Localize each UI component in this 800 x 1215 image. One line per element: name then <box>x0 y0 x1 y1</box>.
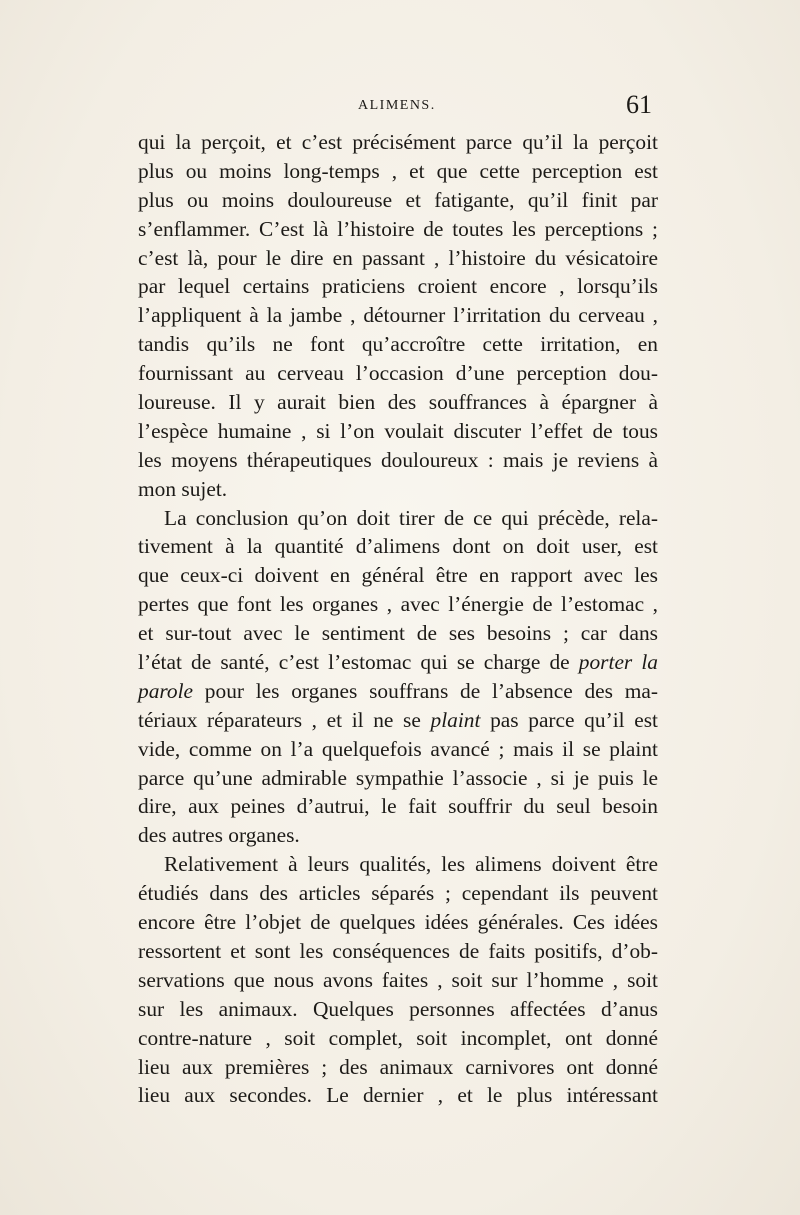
text-line: l’appliquent à la jambe , détourner l’irritation du cerveau , <box>138 303 658 328</box>
text-line: dire, aux peines d’autrui, le fait souffrir du seul besoin <box>138 794 658 819</box>
text-line: c’est là, pour le dire en passant , l’histoire du vésicatoire <box>138 245 658 270</box>
text-line: servations que nous avons faites , soit sur l’homme , soit <box>138 967 658 992</box>
text-segment: pour les organes souffrans de l’absence des ma- <box>204 678 658 703</box>
text-line: fournissant au cerveau l’occasion d’une perception dou- <box>138 361 658 386</box>
page-number: 61 <box>626 90 652 119</box>
text-line: contre-nature , soit complet, soit incomplet, ont donné <box>138 1025 658 1050</box>
text-line: La conclusion qu’on doit tirer de ce qui précède, rela- <box>164 505 658 530</box>
text-line <box>138 706 658 735</box>
text-line: l’espèce humaine , si l’on voulait discuter l’effet de tous <box>138 418 658 443</box>
text-line: et sur-tout avec le sentiment de ses besoins ; car dans <box>138 621 658 646</box>
text-line: tivement à la quantité d’alimens dont on doit user, est <box>138 534 658 559</box>
text-segment: l’état de santé, c’est l’estomac qui se charge de <box>138 650 570 675</box>
text-segment: pas parce qu’il est <box>490 707 658 732</box>
text-line: pertes que font les organes , avec l’énergie de l’estomac , <box>138 592 658 617</box>
text-line: parce qu’une admirable sympathie l’associe , si je puis le <box>138 765 658 790</box>
text-line: lieu aux premières ; des animaux carnivores ont donné <box>138 1054 658 1079</box>
text-line: étudiés dans des articles séparés ; cependant ils peuvent <box>138 881 658 906</box>
body-text <box>138 128 658 1110</box>
text-line: loureuse. Il y aurait bien des souffrances à épargner à <box>138 390 658 415</box>
text-line: que ceux-ci doivent en général être en rapport avec les <box>138 563 658 588</box>
text-line: mon sujet. <box>138 476 228 501</box>
text-line: plus ou moins douloureuse et fatigante, qu’il finit par <box>138 187 658 212</box>
text-segment: tériaux réparateurs , et il ne se <box>138 707 421 732</box>
text-line: sur les animaux. Quelques personnes affectées d’anus <box>138 996 658 1021</box>
italic-phrase: parole <box>138 678 194 703</box>
text-line: ressortent et sont les conséquences de faits positifs, d’ob- <box>138 938 658 963</box>
text-line: qui la perçoit, et c’est précisément parce qu’il la perçoit <box>138 130 658 154</box>
running-head: ALIMENS. <box>358 98 436 113</box>
text-line: s’enflammer. C’est là l’histoire de toutes les perceptions ; <box>138 216 658 241</box>
text-line: tandis qu’ils ne font qu’accroître cette irritation, en <box>138 332 658 357</box>
text-line <box>138 677 658 706</box>
text-line: plus ou moins long-temps , et que cette perception est <box>138 158 658 183</box>
text-line: des autres organes. <box>138 823 300 848</box>
page-header <box>138 90 658 126</box>
text-line: les moyens thérapeutiques douloureux : mais je reviens à <box>138 447 658 472</box>
text-line: Relativement à leurs qualités, les alimens doivent être <box>164 852 658 877</box>
text-line: par lequel certains praticiens croient encore , lorsqu’ils <box>138 274 658 299</box>
text-line: lieu aux secondes. Le dernier , et le plus intéressant <box>138 1083 658 1108</box>
italic-phrase: plaint <box>430 707 481 732</box>
italic-phrase: porter la <box>578 650 658 675</box>
text-line: vide, comme on l’a quelquefois avancé ; mais il se plaint <box>138 736 658 761</box>
text-line: encore être l’objet de quelques idées générales. Ces idées <box>138 910 658 935</box>
text-line <box>138 648 658 677</box>
